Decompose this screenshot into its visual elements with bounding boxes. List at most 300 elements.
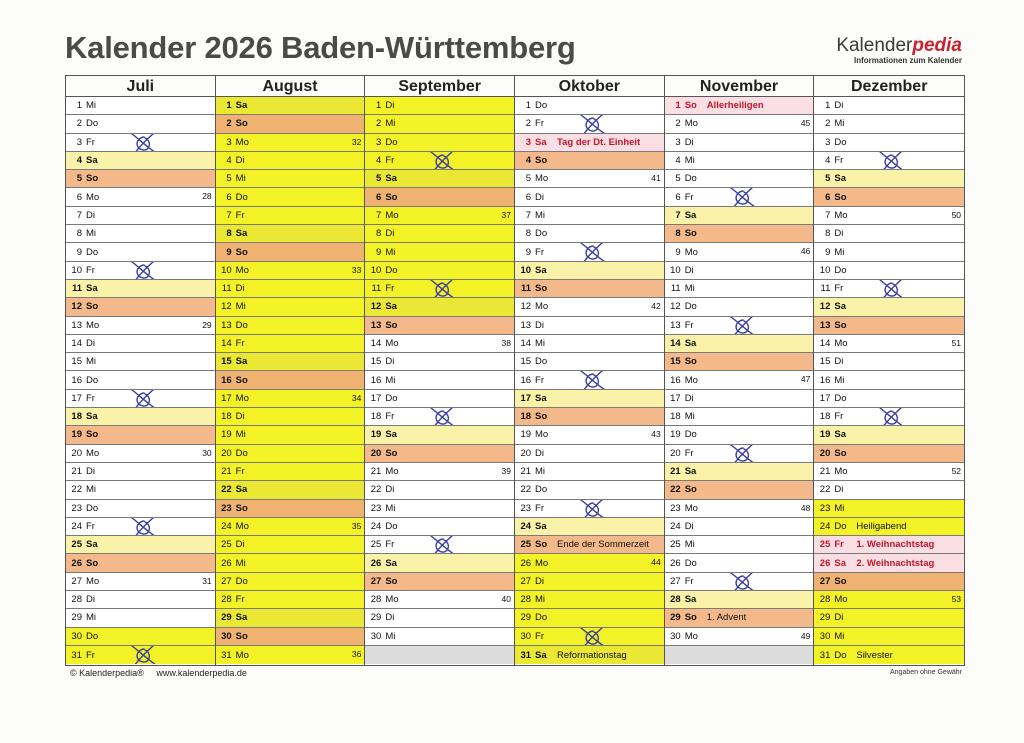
weekday: Mi	[834, 118, 845, 130]
handwritten-cross-mark	[573, 115, 613, 133]
day-cell	[515, 445, 664, 463]
day-number: 9	[376, 246, 382, 258]
footer-url[interactable]: www.kalenderpedia.de	[156, 668, 247, 678]
day-number: 3	[525, 136, 532, 148]
weekday: So	[385, 319, 398, 331]
day-number: 5	[825, 173, 831, 185]
weekday: Sa	[235, 484, 248, 496]
weekday: Di	[834, 612, 844, 624]
weekday: So	[385, 575, 398, 587]
day-cell	[665, 518, 814, 536]
week-number: 44	[651, 557, 661, 568]
weekday: Di	[235, 411, 245, 423]
day-cell	[365, 536, 514, 554]
day-cell	[365, 426, 514, 444]
weekday: Mo	[834, 209, 848, 221]
day-cell	[216, 554, 365, 572]
weekday: Mo	[86, 191, 100, 203]
day-cell	[515, 463, 664, 481]
day-number: 16	[71, 374, 82, 386]
day-number: 4	[675, 155, 681, 167]
day-cell	[515, 317, 664, 335]
day-number: 8	[226, 228, 232, 240]
handwritten-cross-mark	[124, 134, 164, 152]
day-cell	[66, 134, 215, 152]
weekday: Sa	[235, 356, 248, 368]
day-number: 25	[370, 539, 382, 551]
weekday: So	[86, 429, 99, 441]
day-number: 17	[520, 392, 532, 404]
day-cell	[515, 115, 664, 133]
day-cell	[665, 573, 814, 591]
day-number: 28	[520, 594, 532, 606]
month-column-august	[216, 76, 366, 665]
day-cell	[365, 408, 514, 426]
brand-subtitle: Informationen zum Kalender	[853, 56, 962, 65]
weekday: So	[235, 246, 248, 258]
day-cell	[665, 371, 814, 389]
day-number: 13	[221, 319, 232, 331]
day-cell	[365, 97, 514, 115]
month-column-juli	[66, 76, 216, 665]
day-number: 3	[825, 136, 831, 148]
week-number: 40	[501, 594, 512, 605]
day-number: 23	[221, 502, 232, 514]
day-number: 24	[520, 520, 532, 532]
day-cell	[814, 554, 964, 572]
day-number: 16	[670, 374, 681, 386]
month-header: September	[365, 76, 514, 97]
weekday: Di	[684, 264, 694, 276]
day-cell	[66, 225, 215, 243]
brand-logo	[836, 36, 962, 66]
day-cell	[216, 609, 365, 627]
day-number: 8	[825, 228, 831, 240]
day-cell	[515, 353, 664, 371]
handwritten-cross-mark	[423, 280, 463, 298]
handwritten-cross-mark	[573, 628, 613, 646]
weekday: Do	[86, 630, 99, 642]
weekday: Do	[385, 136, 398, 148]
day-number: 2	[525, 118, 532, 130]
day-cell	[814, 573, 964, 591]
weekday: Mo	[235, 649, 249, 661]
day-number: 2	[376, 118, 382, 130]
weekday: Mi	[86, 484, 97, 496]
day-cell	[216, 371, 365, 389]
weekday: Mi	[834, 246, 845, 258]
day-cell	[665, 335, 814, 353]
day-number: 8	[525, 228, 532, 240]
weekday: Sa	[684, 209, 697, 221]
day-cell	[66, 188, 215, 206]
weekday: Mi	[535, 209, 546, 221]
day-cell	[216, 481, 365, 499]
weekday: Fr	[86, 264, 95, 276]
day-cell	[66, 243, 215, 261]
day-cell	[216, 188, 365, 206]
weekday: Sa	[235, 612, 248, 624]
day-cell	[216, 152, 365, 170]
day-cell	[365, 170, 514, 188]
weekday: So	[86, 173, 99, 185]
day-cell	[365, 390, 514, 408]
weekday: Sa	[86, 283, 98, 295]
day-cell	[814, 262, 964, 280]
day-cell	[365, 298, 514, 316]
day-cell	[665, 115, 814, 133]
weekday: Fr	[385, 155, 395, 167]
day-number: 24	[670, 520, 681, 532]
day-number: 8	[675, 228, 681, 240]
day-cell	[66, 481, 215, 499]
handwritten-cross-mark	[124, 518, 164, 536]
day-cell	[66, 262, 215, 280]
handwritten-cross-mark	[573, 371, 613, 389]
weekday: Mi	[385, 246, 396, 258]
footer-copyright: © Kalenderpedia®	[70, 668, 144, 678]
weekday: So	[834, 447, 847, 459]
day-number: 25	[819, 539, 831, 551]
day-number: 30	[819, 630, 831, 642]
weekday: So	[235, 118, 248, 130]
weekday: Sa	[385, 173, 397, 185]
weekday: Di	[684, 520, 694, 532]
month-header: November	[665, 76, 814, 97]
weekday: Sa	[86, 539, 98, 551]
brand-main: Kalender	[836, 35, 913, 56]
day-number: 26	[71, 557, 82, 569]
weekday: Mi	[834, 374, 845, 386]
day-cell	[216, 463, 365, 481]
day-cell	[216, 518, 365, 536]
day-cell	[66, 426, 215, 444]
month-header: Juli	[66, 76, 215, 97]
weekday: Mi	[86, 228, 97, 240]
day-number: 11	[520, 283, 532, 295]
day-number: 15	[819, 356, 831, 368]
handwritten-cross-mark	[573, 500, 613, 518]
day-cell	[515, 426, 664, 444]
day-cell	[814, 609, 964, 627]
day-number: 14	[520, 338, 532, 349]
weekday: Sa	[385, 429, 397, 441]
day-cell	[665, 554, 814, 572]
day-cell	[66, 115, 215, 133]
day-number: 5	[76, 173, 82, 185]
day-cell	[814, 298, 964, 316]
day-number: 19	[71, 429, 82, 441]
day-cell	[665, 298, 814, 316]
day-number: 29	[670, 612, 681, 624]
weekday: Mo	[235, 264, 249, 276]
weekday: Mi	[834, 502, 845, 514]
day-number: 13	[370, 319, 382, 331]
week-number: 46	[800, 246, 811, 257]
day-number: 13	[520, 319, 532, 331]
day-cell	[216, 536, 365, 554]
day-cell	[515, 518, 664, 536]
weekday: Do	[235, 319, 248, 331]
holiday-label: Silvester	[856, 649, 893, 661]
weekday: Fr	[385, 539, 395, 551]
day-cell	[365, 152, 514, 170]
day-number: 19	[520, 429, 532, 441]
day-cell	[515, 390, 664, 408]
day-number: 1	[675, 100, 681, 112]
day-number: 23	[819, 502, 831, 514]
day-number: 26	[221, 557, 232, 569]
weekday: Do	[535, 228, 548, 240]
day-cell	[665, 97, 814, 115]
day-number: 19	[370, 429, 382, 441]
weekday: Mi	[235, 429, 246, 441]
weekday: Fr	[86, 392, 95, 404]
day-number: 22	[221, 484, 232, 496]
day-cell	[216, 390, 365, 408]
day-cell	[216, 573, 365, 591]
weekday: Di	[535, 447, 544, 459]
weekday: Do	[684, 429, 697, 441]
week-number: 35	[351, 520, 362, 531]
day-cell	[365, 573, 514, 591]
day-cell	[66, 170, 215, 188]
weekday: Mo	[235, 392, 249, 404]
day-cell	[216, 628, 365, 646]
handwritten-cross-mark	[423, 408, 463, 426]
handwritten-cross-mark	[723, 573, 763, 591]
day-number: 13	[670, 319, 681, 331]
weekday: Di	[535, 319, 544, 331]
day-number: 16	[819, 374, 831, 386]
month-column-oktober	[515, 76, 665, 665]
week-number: 34	[351, 392, 362, 403]
weekday: So	[684, 228, 697, 240]
weekday: Do	[235, 575, 248, 587]
day-number: 14	[71, 338, 82, 349]
weekday: So	[535, 155, 548, 167]
weekday: Mi	[385, 502, 396, 514]
day-cell	[814, 280, 964, 298]
day-cell	[216, 408, 365, 426]
weekday: Fr	[684, 575, 694, 587]
weekday: Sa	[684, 466, 697, 478]
weekday: Sa	[834, 557, 846, 569]
day-number: 25	[221, 539, 232, 551]
day-number: 30	[670, 630, 681, 642]
day-cell	[66, 207, 215, 225]
weekday: So	[535, 539, 548, 551]
weekday: Fr	[235, 594, 245, 606]
month-header: August	[216, 76, 365, 97]
day-cell	[515, 280, 664, 298]
day-cell	[515, 628, 664, 646]
weekday: Di	[235, 539, 245, 551]
day-number: 31	[71, 649, 82, 661]
week-number: 43	[651, 429, 661, 440]
day-number: 5	[525, 173, 532, 185]
day-number: 18	[670, 411, 681, 423]
day-number: 10	[520, 264, 532, 276]
day-cell	[216, 262, 365, 280]
day-number: 10	[71, 264, 82, 276]
day-cell	[665, 262, 814, 280]
day-cell	[365, 500, 514, 518]
weekday: Fr	[86, 649, 95, 661]
weekday: Di	[235, 283, 245, 295]
day-cell	[216, 298, 365, 316]
day-number: 12	[221, 301, 232, 313]
weekday: So	[235, 630, 248, 642]
weekday: Di	[385, 100, 395, 112]
day-cell	[814, 628, 964, 646]
day-number: 1	[825, 100, 831, 112]
weekday: So	[535, 283, 548, 295]
day-number: 9	[525, 246, 532, 258]
day-cell	[515, 609, 664, 627]
weekday: Di	[385, 228, 395, 240]
day-number: 1	[525, 100, 532, 112]
day-cell	[515, 298, 664, 316]
weekday: Mi	[86, 356, 97, 368]
day-cell	[365, 280, 514, 298]
weekday: So	[385, 447, 398, 459]
day-cell	[216, 280, 365, 298]
day-cell	[365, 134, 514, 152]
day-number: 2	[226, 118, 232, 130]
weekday: Sa	[535, 392, 547, 404]
day-cell	[665, 408, 814, 426]
day-cell	[665, 500, 814, 518]
day-cell	[66, 518, 215, 536]
weekday: Mo	[535, 557, 549, 569]
weekday: Di	[535, 575, 544, 587]
day-number: 20	[670, 447, 681, 459]
day-cell	[515, 188, 664, 206]
day-number: 16	[370, 374, 382, 386]
day-cell	[515, 536, 664, 554]
handwritten-cross-mark	[872, 280, 912, 298]
day-number: 6	[525, 191, 532, 203]
day-cell	[665, 188, 814, 206]
weekday: Sa	[535, 136, 547, 148]
footer-credits	[70, 668, 257, 678]
week-number: 38	[501, 337, 512, 348]
day-cell	[216, 134, 365, 152]
day-number: 11	[820, 283, 831, 295]
day-cell	[814, 170, 964, 188]
day-number: 23	[520, 502, 532, 514]
weekday: Di	[86, 466, 95, 478]
day-number: 27	[819, 575, 831, 587]
weekday: Do	[834, 264, 847, 276]
week-number: 48	[800, 502, 811, 513]
week-number: 31	[202, 575, 212, 586]
day-number: 14	[370, 338, 382, 349]
day-cell	[365, 262, 514, 280]
day-number: 21	[71, 466, 82, 478]
weekday: Mi	[235, 173, 246, 185]
day-cell	[814, 188, 964, 206]
day-cell	[365, 207, 514, 225]
weekday: Do	[535, 484, 548, 496]
day-number: 20	[520, 447, 532, 459]
day-cell	[814, 225, 964, 243]
day-number: 14	[819, 338, 831, 349]
handwritten-cross-mark	[723, 445, 763, 463]
weekday: Fr	[535, 118, 544, 130]
weekday: Mo	[684, 502, 698, 514]
day-number: 26	[819, 557, 831, 569]
day-cell	[66, 628, 215, 646]
day-cell	[814, 371, 964, 389]
weekday: Mi	[385, 118, 396, 130]
weekday: Mi	[86, 612, 97, 624]
day-number: 12	[670, 301, 681, 313]
day-cell	[66, 97, 215, 115]
day-number: 29	[819, 612, 831, 624]
weekday: So	[684, 484, 697, 496]
day-cell	[216, 170, 365, 188]
weekday: Mo	[535, 301, 549, 313]
brand-name	[836, 36, 962, 56]
day-number: 28	[221, 594, 232, 606]
day-number: 29	[221, 612, 232, 624]
weekday: Di	[385, 484, 395, 496]
weekday: Do	[834, 520, 847, 532]
weekday: Mo	[535, 173, 549, 185]
day-number: 12	[819, 301, 831, 313]
weekday: Do	[385, 392, 398, 404]
day-cell	[665, 536, 814, 554]
weekday: Di	[834, 228, 844, 240]
day-cell	[665, 152, 814, 170]
week-number: 52	[951, 465, 962, 476]
day-number: 15	[370, 356, 382, 368]
day-cell	[66, 371, 215, 389]
weekday: Di	[834, 484, 844, 496]
week-number: 39	[501, 465, 512, 476]
day-cell	[515, 573, 664, 591]
day-number: 12	[71, 301, 82, 313]
day-cell	[814, 536, 964, 554]
weekday: Mi	[834, 630, 845, 642]
day-cell	[665, 609, 814, 627]
weekday: Mi	[684, 155, 695, 167]
weekday: Do	[834, 649, 847, 661]
day-cell	[66, 152, 215, 170]
month-column-dezember	[814, 76, 964, 665]
day-cell	[665, 353, 814, 371]
day-cell	[515, 225, 664, 243]
weekday: So	[834, 191, 847, 203]
day-number: 22	[819, 484, 831, 496]
weekday: Do	[86, 502, 99, 514]
day-number: 29	[370, 612, 382, 624]
weekday: So	[86, 557, 99, 569]
day-number: 9	[226, 246, 232, 258]
day-cell	[66, 280, 215, 298]
handwritten-cross-mark	[723, 317, 763, 335]
weekday: Do	[834, 392, 847, 404]
day-cell	[515, 481, 664, 499]
weekday: Sa	[834, 429, 846, 441]
day-cell	[814, 426, 964, 444]
weekday: Sa	[684, 338, 697, 349]
day-number: 7	[376, 209, 382, 221]
day-number: 22	[520, 484, 532, 496]
day-number: 21	[221, 466, 232, 478]
